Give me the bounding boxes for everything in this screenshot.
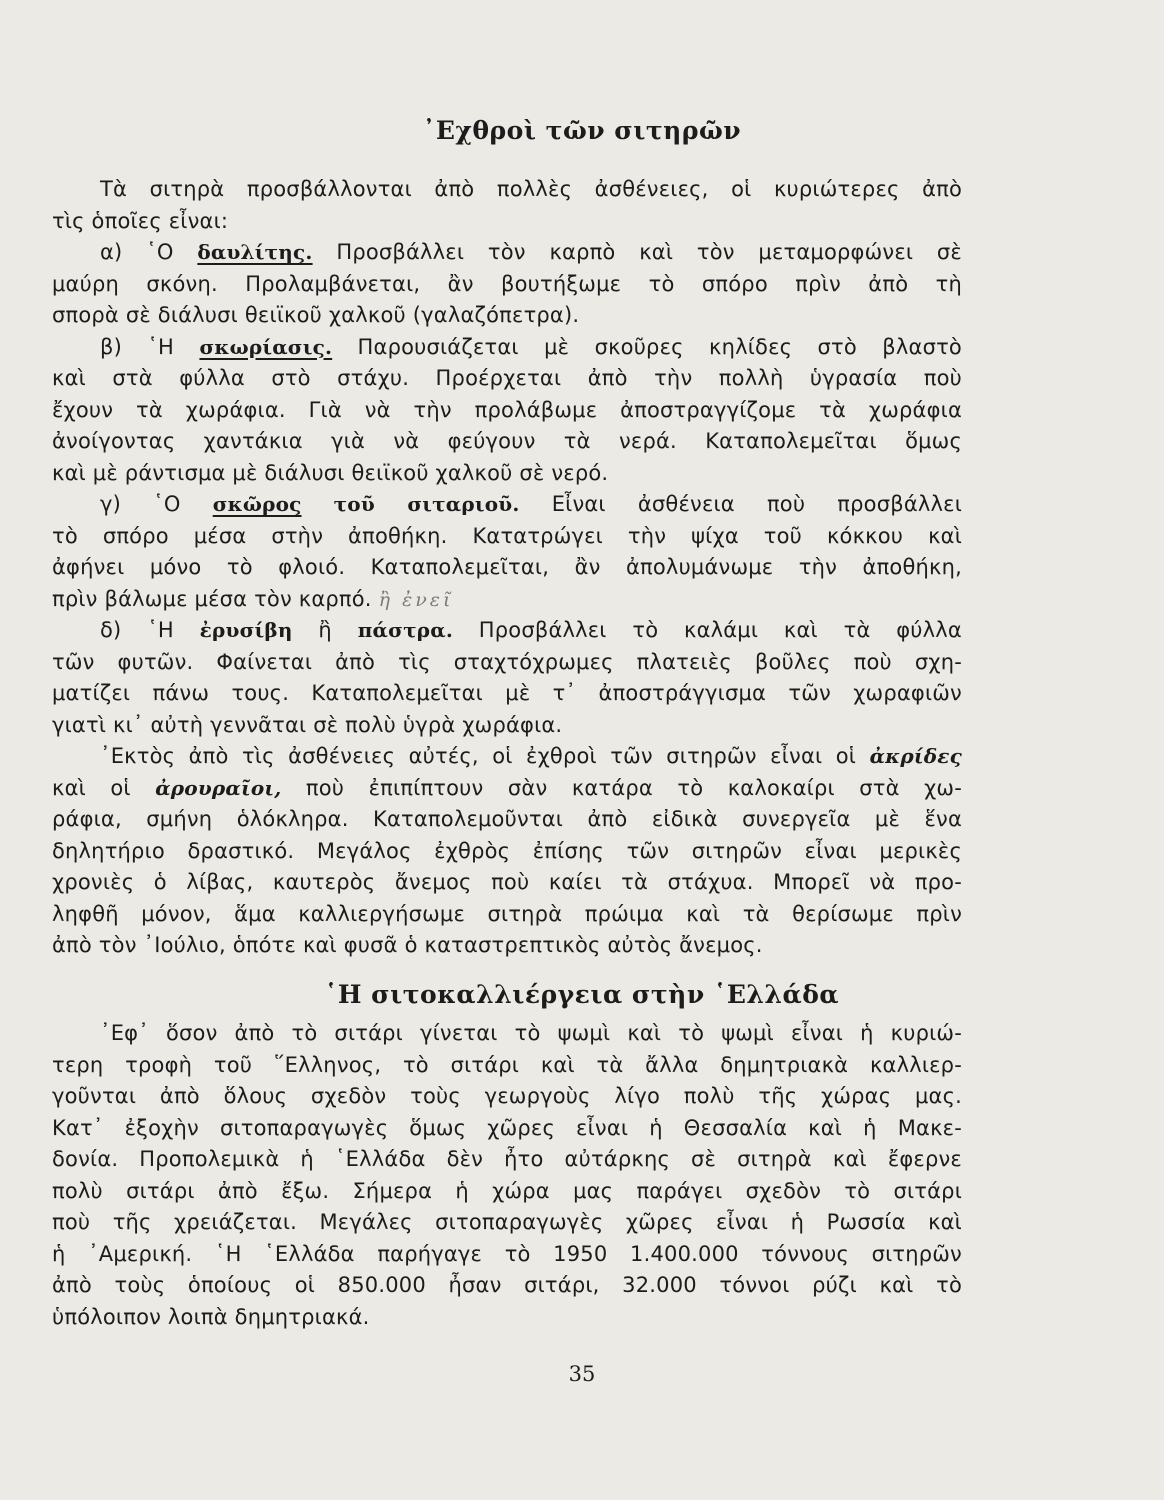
text-line: τὸ σπόρο μέσα στὴν ἀποθήκη. Κατατρώγει τὴν ψίχα τοῦ κόκκου καὶ (52, 523, 962, 548)
text-line: χρονιὲς ὁ λίβας, καυτερὸς ἄνεμος ποὺ καίει τὰ στάχυα. Μπορεῖ νὰ προ- (52, 870, 962, 894)
text-line: γοῦνται ἀπὸ ὅλους σχεδὸν τοὺς γεωργοὺς λίγο πολὺ τῆς χώρας μας. (52, 1084, 962, 1108)
text-line: τῶν φυτῶν. Φαίνεται ἀπὸ τὶς σταχτόχρωμες πλατειὲς βοῦλες ποὺ σχη- (52, 649, 962, 674)
text-line: μαύρη σκόνη. Προλαμβάνεται, ἂν βουτήξωμε τὸ σπόρο πρὶν ἀπὸ τὴ (52, 271, 962, 296)
text-line: ἀφήνει μόνο τὸ φλοιό. Καταπολεμεῖται, ἂν ἀπολυμάνωμε τὴν ἀποθήκη, (52, 555, 962, 579)
term-daulitis: δαυλίτης. (197, 240, 313, 264)
item-b-label: β) ῾Η (100, 334, 175, 359)
text-line: πολὺ σιτάρι ἀπὸ ἔξω. Σήμερα ἡ χώρα μας παράγει σχεδὸν τὸ σιτάρι (52, 1178, 962, 1203)
text-line: δονία. Προπολεμικὰ ἡ ῾Ελλάδα δὲν ἦτο αὐτάρκης σὲ σιτηρὰ καὶ ἔφερνε (52, 1147, 962, 1171)
text-line: ᾿Εφ᾿ ὅσον ἀπὸ τὸ σιτάρι γίνεται τὸ ψωμὶ καὶ τὸ ψωμὶ εἶναι ἡ κυριώ- (100, 1021, 962, 1045)
item-d-label: δ) ῾Η (100, 618, 174, 642)
item-a-label: α) ῾Ο (100, 240, 174, 264)
item-d-or: ἢ (318, 618, 332, 642)
text-line: Τὰ σιτηρὰ προσβάλλονται ἀπὸ πολλὲς ἀσθένειες, οἱ κυριώτερες ἀπὸ (100, 177, 962, 201)
text-line: ἔχουν τὰ χωράφια. Γιὰ νὰ τὴν προλάβωμε ἀποστραγγίζομε τὰ χωράφια (52, 397, 962, 422)
text-line: καὶ μὲ ράντισμα μὲ διάλυσι θειϊκοῦ χαλκοῦ σὲ νερό. (52, 460, 609, 485)
text-line: ἀπὸ τοὺς ὁποίους οἱ 850.000 ἦσαν σιτάρι, 32.000 τόννοι ρύζι καὶ τὸ (52, 1273, 962, 1297)
text-line: ποὺ τῆς χρειάζεται. Μεγάλες σιτοπαραγωγὲς χῶρες εἶναι ἡ Ρωσσία καὶ (52, 1210, 962, 1234)
page-number: 35 (568, 1362, 596, 1386)
text-line: δηλητήριο δραστικό. Μεγάλος ἐχθρὸς ἐπίσης τῶν σιτηρῶν εἶναι μερικὲς (52, 838, 962, 863)
term-skoriasis: σκωρίασις. (199, 334, 333, 359)
paragraph-e-first-line (52, 741, 962, 773)
item-d-text: Προσβάλλει τὸ καλάμι καὶ τὰ φύλλα (478, 618, 962, 642)
paragraph-e-mid2: ποὺ ἐπιπίπτουν σὰν κατάρα τὸ καλοκαίρι στὰ χω- (305, 775, 962, 800)
section-greece-body (52, 1018, 962, 1333)
item-d-first-line (52, 615, 962, 647)
paragraph-e-start: ᾿Εκτὸς ἀπὸ τὶς ἀσθένειες αὐτές, οἱ ἐχθροὶ τῶν σιτηρῶν εἶναι οἱ (100, 744, 857, 768)
term-arouraioi: ἀρουραῖοι, (155, 775, 282, 800)
item-c-label: γ) ῾Ο (100, 492, 181, 516)
section-title-greece: ῾Η σιτοκαλλιέργεια στὴν ῾Ελλάδα (324, 980, 840, 1009)
text-line: τὶς ὁποῖες εἶναι: (52, 208, 229, 233)
term-akrides: ἀκρίδες (869, 744, 962, 768)
section-enemies-body (52, 174, 962, 962)
text-line: γιατὶ κι᾿ αὐτὴ γεννᾶται σὲ πολὺ ὑγρὰ χωράφια. (52, 712, 563, 737)
handwritten-annotation: ἢ ἐνεῖ (378, 588, 454, 611)
term-erysivi: ἐρυσίβη (199, 618, 293, 642)
term-skoros: σκῶρος (212, 492, 302, 516)
text-line: καὶ στὰ φύλλα στὸ στάχυ. Προέρχεται ἀπὸ τὴν πολλὴ ὑγρασία ποὺ (52, 366, 962, 390)
text-line: ἀνοίγοντας χαντάκια γιὰ νὰ φεύγουν τὰ νερά. Καταπολεμεῖται ὅμως (52, 429, 962, 453)
paragraph-e-second-line (52, 773, 962, 805)
item-c-last-line (52, 584, 962, 616)
text-line: σπορὰ σὲ διάλυσι θειϊκοῦ χαλκοῦ (γαλαζόπετρα). (52, 303, 580, 327)
term-tou-sitariou: τοῦ σιταριοῦ. (333, 492, 520, 516)
item-b-text: Παρουσιάζεται μὲ σκοῦρες κηλίδες στὸ βλαστὸ (357, 334, 962, 359)
text-line: ἡ ᾿Αμερική. ῾Η ῾Ελλάδα παρήγαγε τὸ 1950 1.400.000 τόννους σιτηρῶν (52, 1241, 962, 1266)
term-pastra: πάστρα. (357, 618, 453, 642)
text-line: ληφθῆ μόνον, ἅμα καλλιεργήσωμε σιτηρὰ πρώιμα καὶ τὰ θερίσωμε πρὶν (52, 901, 962, 926)
item-c-first-line (52, 489, 962, 521)
item-c-text: Εἶναι ἀσθένεια ποὺ προσβάλλει (551, 492, 962, 516)
text-line: Κατ᾿ ἐξοχὴν σιτοπαραγωγὲς ὅμως χῶρες εἶναι ἡ Θεσσαλία καὶ ἡ Μακε- (52, 1115, 962, 1140)
item-a-text: Προσβάλλει τὸν καρπὸ καὶ τὸν μεταμορφώνει σὲ (336, 240, 962, 264)
text-line: ἀπὸ τὸν ᾿Ιούλιο, ὁπότε καὶ φυσᾶ ὁ καταστρεπτικὸς αὐτὸς ἄνεμος. (52, 933, 763, 957)
section-title-enemies: ᾿Εχθροὶ τῶν σιτηρῶν (422, 116, 742, 145)
text-line: ὑπόλοιπον λοιπὰ δημητριακά. (52, 1304, 370, 1329)
item-a-first-line (52, 237, 962, 269)
text-line: ματίζει πάνω τους. Καταπολεμεῖται μὲ τ᾿ ἀποστράγγισμα τῶν χωραφιῶν (52, 681, 962, 705)
text-line: τερη τροφὴ τοῦ ῞Ελληνος, τὸ σιτάρι καὶ τὰ ἄλλα δημητριακὰ καλλιερ- (52, 1052, 962, 1077)
item-b-first-line (52, 332, 962, 364)
text-line: πρὶν βάλωμε μέσα τὸν καρπό. (52, 586, 372, 611)
text-line: ράφια, σμήνη ὁλόκληρα. Καταπολεμοῦνται ἀπὸ εἰδικὰ συνεργεῖα μὲ ἕνα (52, 807, 962, 831)
paragraph-e-mid1: καὶ οἱ (52, 775, 131, 800)
